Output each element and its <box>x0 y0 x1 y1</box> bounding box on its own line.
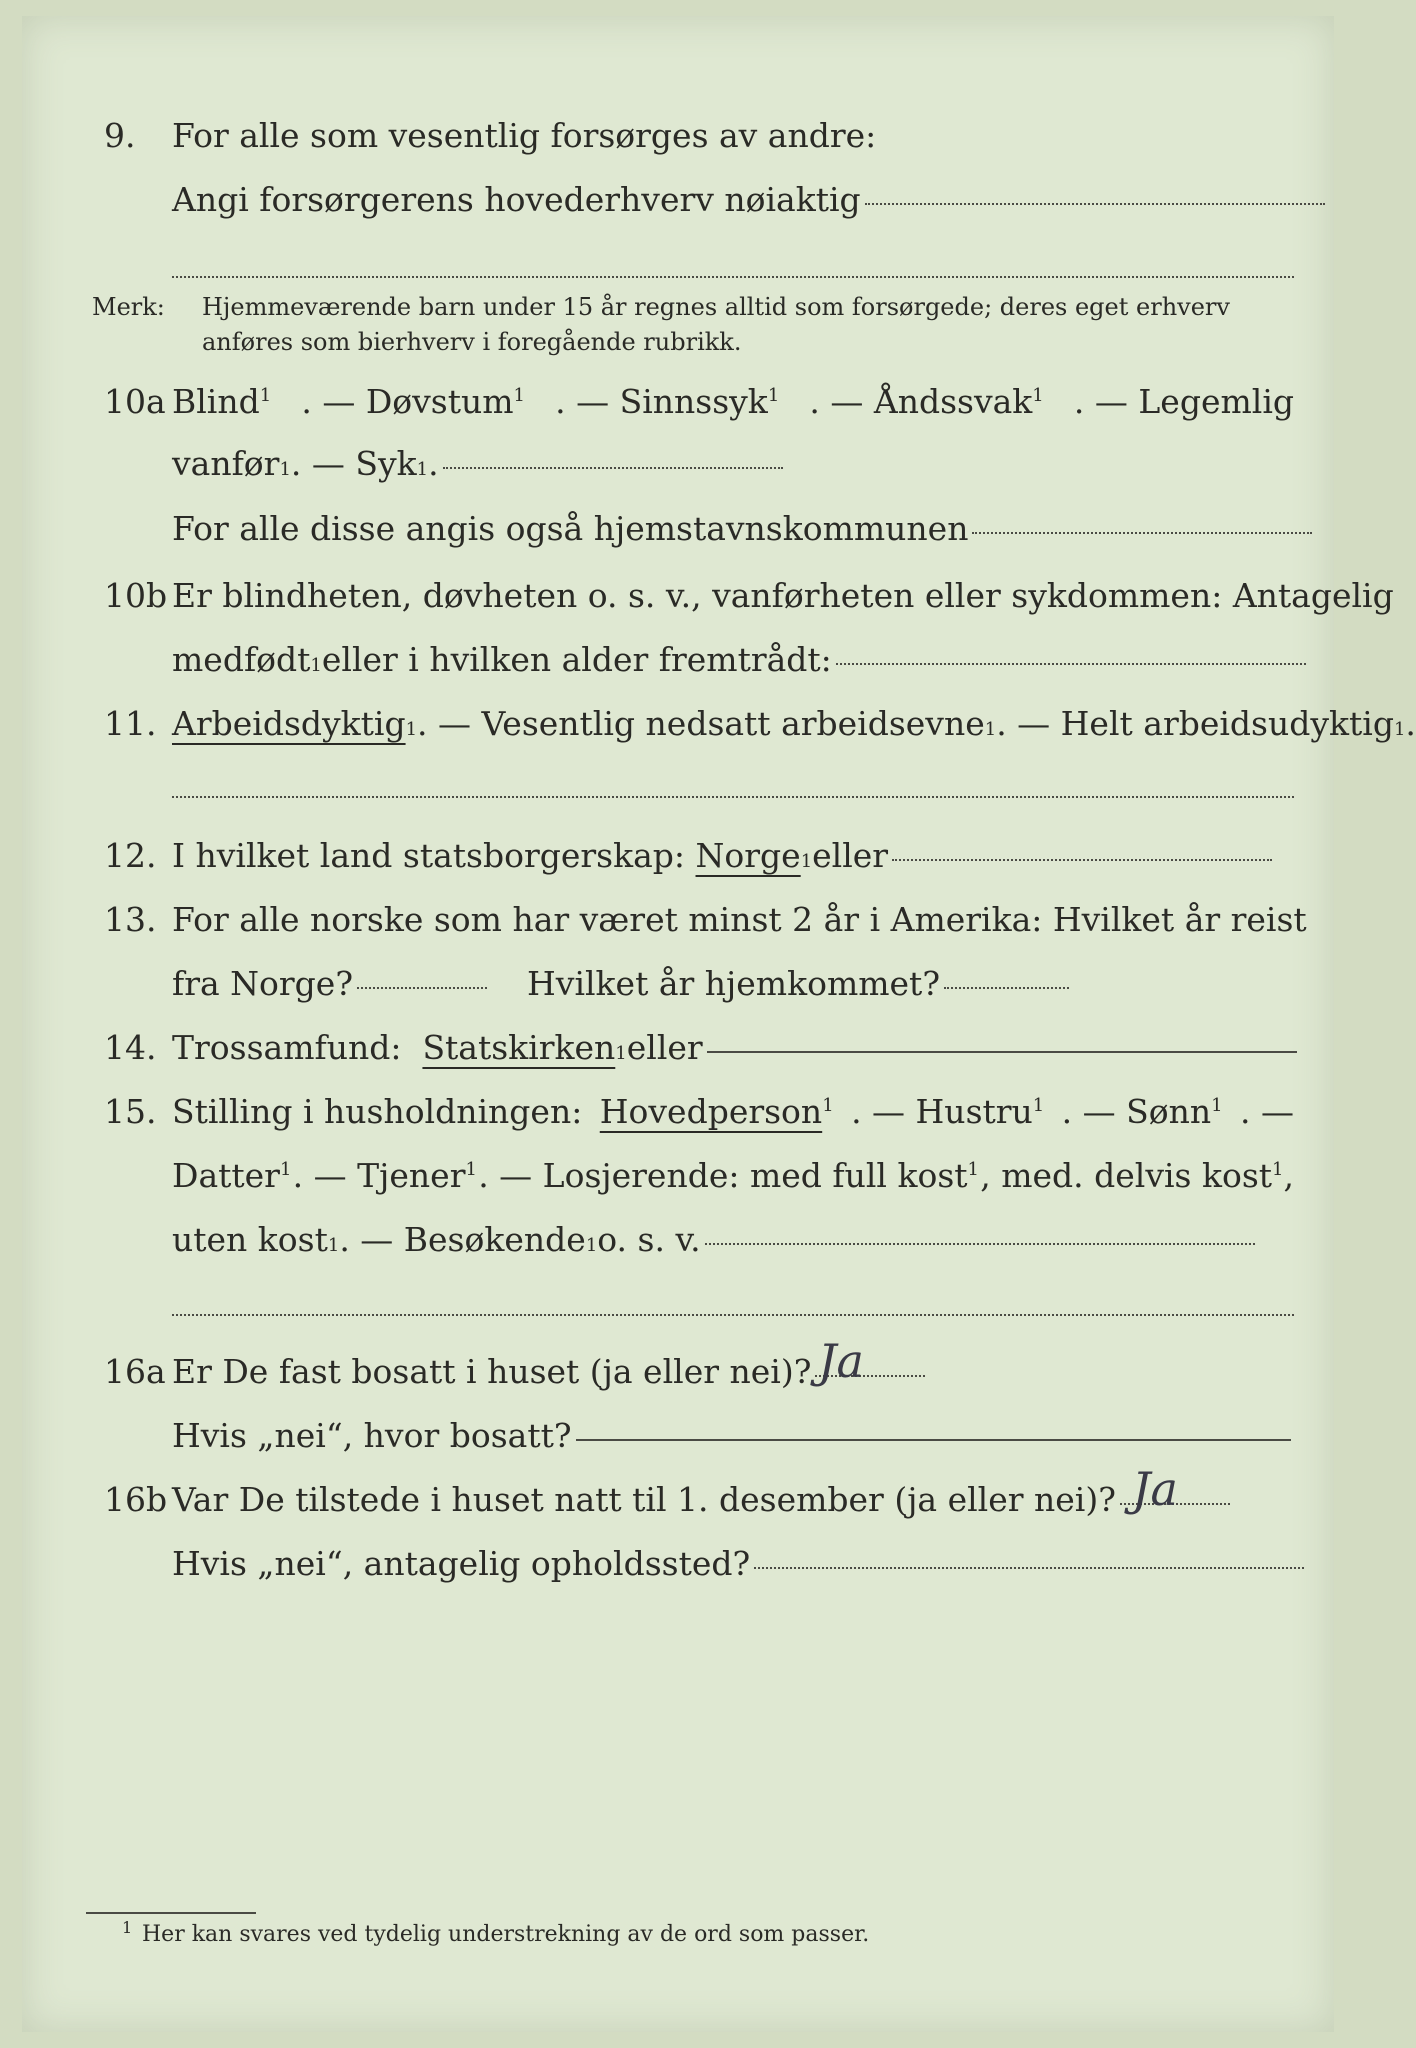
footnote <box>122 1918 870 1947</box>
q12-number: 12. <box>104 836 157 875</box>
q16b-handwritten-answer: Ja <box>1132 1462 1178 1516</box>
q16a-bosatt-field[interactable] <box>576 1439 1291 1441</box>
q16b-opholdssted-field[interactable] <box>754 1567 1304 1569</box>
q16a-handwritten-answer: Ja <box>818 1334 864 1388</box>
q15-other-field[interactable] <box>705 1243 1255 1245</box>
option-full-kost[interactable]: . — Losjerende: med full kost <box>478 1156 968 1195</box>
q11-answer-line[interactable] <box>172 796 1294 798</box>
census-form-page: 9. For alle som vesentlig forsørges av andre: Angi forsørgerens hovederhverv nøiaktig Merk: Hjemmeværende barn under 15 år regnes alltid som forsørgede; deres eget erhverv anføres som bierhverv i foregående rubrikk. 10a Blind$^1$ . — Døvstum$^1$ . — Sinnssyk$^1$ . — Åndssvak$^1$ . — Legemlig vanfør 1 . — Syk 1 . For alle disse angis også hjemstavnskommunen 10b Er blindheten, døvheten o. s. v., vanførheten eller sykdommen: Antagelig medfødt 1 eller i hvilken alder fremtrådt: 11. Arbeidsdyktig 1 . — Vesentlig nedsatt arbeidsevne 1 . — Helt arbeidsudyktig 1 . 12. I hvilket land statsborgerskap: Norge 1 eller 13. For alle norske som har været minst 2 år i Amerika: Hvilket år reist fra Norge? Hvilket år hjemkommet? 14. Trossamfund: Statskirken 1 eller 15. Stilling i husholdningen: Hovedperson$^1$ . — Hustru$^1$ . — Sønn$^1$ . — Datter$^1$ . — Tjener$^1$ . — Losjerende: med full kost$^1$ , med. delvis kost$^1$, uten kost 1 . — Besøkende 1 o. s. v. 16a Er De fast bosatt i huset (ja eller nei)? Ja Hvis „nei“, hvor bosatt? 16b Var De tilstede i huset natt til 1. desember (ja eller nei)? Ja Hvis „nei“, antagelig opholdssted? 1 Her kan svares ved tydelig understrekning av de ord som passer. <box>22 16 1334 2032</box>
q9-label: Angi forsørgerens hovederhverv nøiaktig <box>172 180 861 219</box>
option-nedsatt-arbeidsevne[interactable]: . — Vesentlig nedsatt arbeidsevne <box>417 704 985 743</box>
q9-extra-answer-line[interactable] <box>172 276 1294 278</box>
option-tjener[interactable]: . — Tjener <box>292 1156 466 1195</box>
q10a-hjemstavn-field[interactable] <box>972 532 1312 534</box>
q14-label: Trossamfund: <box>172 1028 402 1067</box>
q15-number: 15. <box>104 1092 157 1131</box>
q14-number: 14. <box>104 1028 157 1067</box>
q12-other-country-field[interactable] <box>892 859 1272 861</box>
q10a-hjemstavn-label: For alle disse angis også hjemstavnskommunen <box>172 509 969 548</box>
option-uten-kost[interactable]: uten kost <box>172 1220 328 1259</box>
option-blind[interactable]: Blind <box>172 382 260 421</box>
q13-reist-label: fra Norge? <box>172 964 354 1003</box>
option-syk[interactable]: . — Syk <box>290 444 417 483</box>
q16a-number: 16a <box>104 1352 166 1391</box>
q12-label: I hvilket land statsborgerskap: <box>172 836 686 875</box>
option-medfodt[interactable]: medfødt <box>172 640 311 679</box>
q9-text: For alle som vesentlig forsørges av andre: <box>172 116 877 155</box>
q15-label: Stilling i husholdningen: <box>172 1092 583 1131</box>
option-arbeidsudyktig[interactable]: . — Helt arbeidsudyktig <box>996 704 1394 743</box>
q16b-label: Var De tilstede i huset natt til 1. desember (ja eller nei)? <box>172 1480 1116 1519</box>
option-sinnssyk[interactable]: . — Sinnssyk <box>555 382 768 421</box>
option-dovstum[interactable]: . — Døvstum <box>301 382 514 421</box>
option-statskirken[interactable]: Statskirken <box>422 1028 616 1067</box>
option-delvis-kost[interactable]: , med. delvis kost <box>980 1156 1273 1195</box>
merk-label: Merk: <box>92 293 165 321</box>
merk-text: Hjemmeværende barn under 15 år regnes alltid som forsørgede; deres eget erhverv anføres som bierhverv i foregående rubrikk. <box>202 293 1230 356</box>
q15-answer-line[interactable] <box>172 1314 1294 1316</box>
option-legemlig[interactable]: . — Legemlig <box>1073 382 1294 421</box>
q13-text: For alle norske som har været minst 2 år i Amerika: Hvilket år reist <box>172 900 1307 939</box>
q9-answer-field[interactable] <box>865 203 1325 205</box>
option-datter[interactable]: Datter <box>172 1156 280 1195</box>
q13-number: 13. <box>104 900 157 939</box>
option-sonn[interactable]: . — Sønn <box>1061 1092 1212 1131</box>
q10a-syk-field[interactable] <box>443 467 783 469</box>
q16a-label: Er De fast bosatt i huset (ja eller nei)? <box>172 1352 812 1391</box>
q13-hjemkommet-field[interactable] <box>944 987 1069 989</box>
q10a-number: 10a <box>104 382 166 421</box>
q9-number: 9. <box>104 116 136 155</box>
q13-hjemkommet-label: Hvilket år hjemkommet? <box>527 964 941 1003</box>
option-arbeidsdyktig[interactable]: Arbeidsdyktig <box>172 704 406 743</box>
option-besokende[interactable]: . — Besøkende <box>339 1220 586 1259</box>
q10b-number: 10b <box>104 576 168 615</box>
option-vanfor[interactable]: vanfør <box>172 444 280 483</box>
q14-other-field[interactable] <box>707 1051 1297 1053</box>
option-hustru[interactable]: . — Hustru <box>851 1092 1033 1131</box>
q16b-number: 16b <box>104 1480 168 1519</box>
q16a-bosatt-label: Hvis „nei“, hvor bosatt? <box>172 1416 572 1455</box>
merk-note <box>92 290 1302 370</box>
option-hovedperson[interactable]: Hovedperson <box>599 1092 823 1131</box>
footnote-mark: 1 <box>122 1918 133 1937</box>
q10b-alder-field[interactable] <box>836 663 1306 665</box>
q11-number: 11. <box>104 704 157 743</box>
q10b-text: Er blindheten, døvheten o. s. v., vanførheten eller sykdommen: Antagelig <box>172 576 1394 615</box>
option-norge[interactable]: Norge <box>695 836 801 875</box>
footnote-rule <box>86 1912 256 1914</box>
q13-reist-field[interactable] <box>357 987 487 989</box>
option-andssvak[interactable]: . — Åndssvak <box>809 382 1033 421</box>
footnote-text: Her kan svares ved tydelig understrekning av de ord som passer. <box>142 1922 870 1947</box>
q16b-opholdssted-label: Hvis „nei“, antagelig opholdssted? <box>172 1544 751 1583</box>
